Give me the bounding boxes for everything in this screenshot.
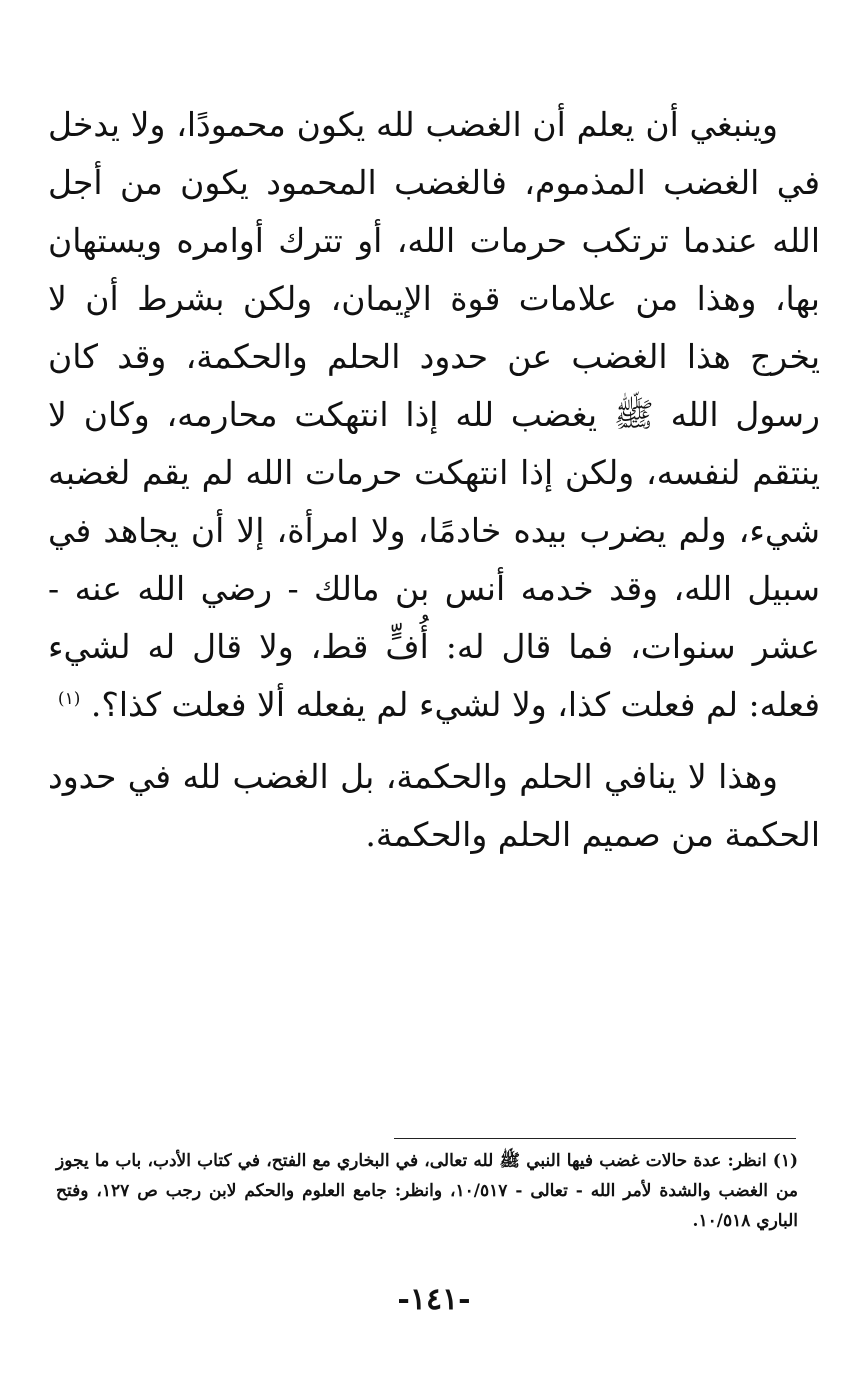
page-number: -١٤١- xyxy=(397,1282,471,1317)
footnote xyxy=(56,1146,798,1236)
footnote-reference: (١) xyxy=(57,689,81,709)
footnote-text: (١) انظر: عدة حالات غضب فيها النبي ﷺ لله تعالى، في البخاري مع الفتح، في كتاب الأدب، باب ما يجوز من الغضب والشدة لأمر الله - تعالى - ١٠/٥١٧، وانظر: جامع العلوم والحكم لابن رجب ص ١٢٧، وفتح الباري ١٠/٥١٨. xyxy=(56,1151,798,1231)
paragraph-2: وهذا لا ينافي الحلم والحكمة، بل الغضب لله في حدود الحكمة من صميم الحلم والحكمة. xyxy=(48,757,820,854)
footnote-divider xyxy=(394,1138,796,1139)
paragraph-1-text: وينبغي أن يعلم أن الغضب لله يكون محمودًا، ولا يدخل في الغضب المذموم، فالغضب المحمود يكون من أجل الله عندما ترتكب حرمات الله، أو تترك أوامره ويستهان بها، وهذا من علامات قوة الإيمان، ولكن بشرط أن لا يخرج هذا الغضب عن حدود الحلم والحكمة، وقد كان رسول الله ﷺ يغضب لله إذا انتهكت محارمه، وكان لا ينتقم لنفسه، ولكن إذا انتهكت حرمات الله لم يقم لغضبه شيء، ولم يضرب بيده خادمًا، ولا امرأة، إلا أن يجاهد في سبيل الله، وقد خدمه أنس بن مالك - رضي الله عنه - عشر سنوات، فما قال له: أُفٍّ قط، ولا قال له لشيء فعله: لم فعلت كذا، ولا لشيء لم يفعله ألا فعلت كذا؟. xyxy=(48,105,821,724)
main-body-text xyxy=(48,96,820,864)
paragraph-1 xyxy=(48,96,820,734)
